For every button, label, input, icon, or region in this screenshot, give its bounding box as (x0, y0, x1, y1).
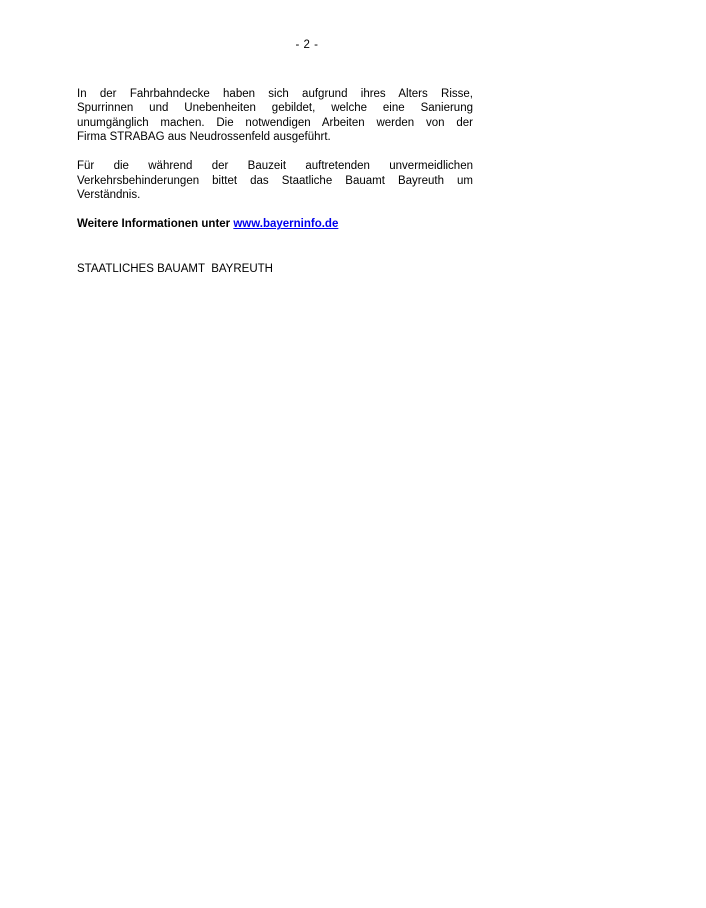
info-line (77, 217, 473, 231)
text-line: Verkehrsbehinderungen bittet das Staatliche Bauamt Bayreuth um (77, 174, 473, 187)
text-line: Verständnis. (77, 188, 141, 201)
text-line: Für die während der Bauzeit auftretenden unvermeidlichen (77, 160, 473, 173)
signature-line: STAATLICHES BAUAMT BAYREUTH (77, 262, 273, 275)
body-paragraph-road-condition (77, 87, 473, 144)
body-paragraph-apology (77, 159, 473, 202)
info-lead-text: Weitere Informationen unter (77, 218, 234, 231)
text-line: Spurrinnen und Unebenheiten gebildet, welche eine Sanierung (77, 102, 473, 115)
page-number: - 2 - (295, 39, 319, 51)
document-body (77, 87, 473, 276)
text-line: In der Fahrbahndecke haben sich aufgrund ihres Alters Risse, (77, 88, 473, 100)
text-line: Firma STRABAG aus Neudrossenfeld ausgeführt. (77, 130, 331, 143)
text-line: unumgänglich machen. Die notwendigen Arbeiten werden von der (77, 116, 473, 129)
bayerninfo-link[interactable]: www.bayerninfo.de (233, 218, 339, 231)
